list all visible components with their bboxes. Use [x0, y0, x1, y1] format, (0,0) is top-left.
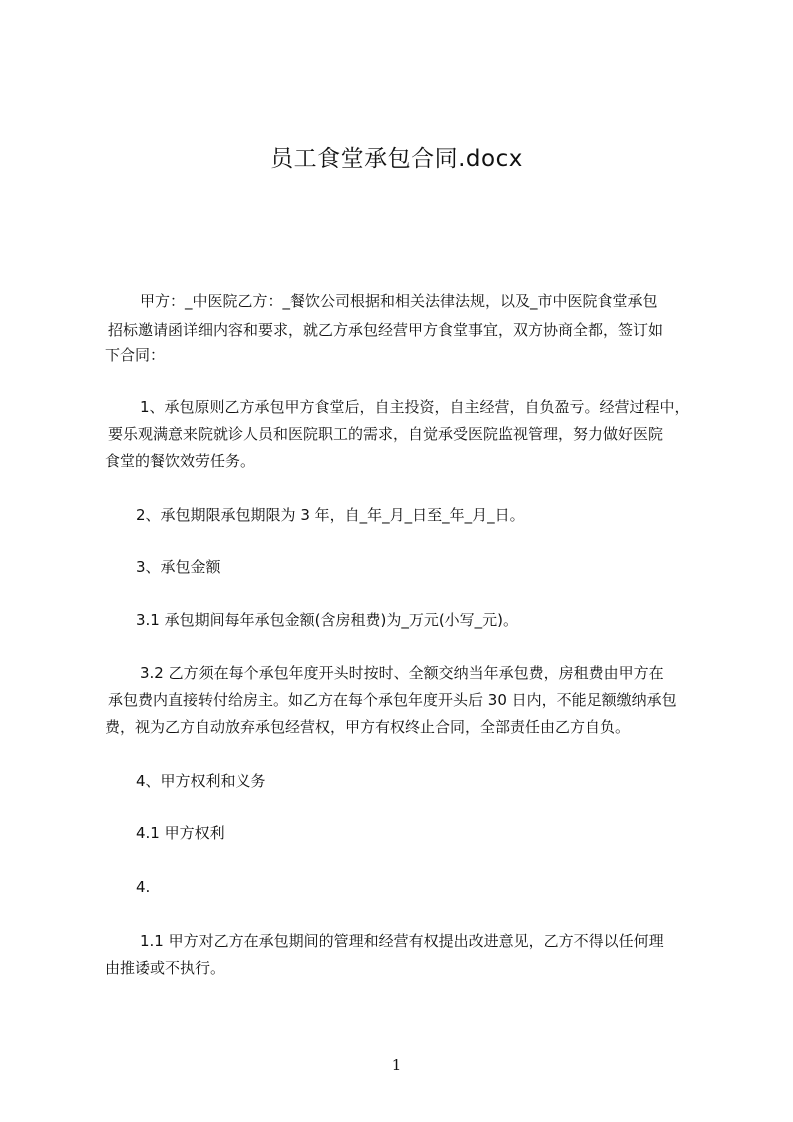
paragraph-line: 费，视为乙方自动放弃承包经营权，甲方有权终止合同，全部责任由乙方自负。 — [105, 718, 631, 736]
paragraph-line: 4. — [136, 878, 151, 896]
paragraph-line: 要乐观满意来院就诊人员和医院职工的需求，自觉承受医院监视管理，努力做好医院 — [108, 425, 664, 443]
paragraph-line: 4、甲方权利和义务 — [136, 772, 266, 790]
paragraph-line: 3.2 乙方须在每个承包年度开头时按时、全额交纳当年承包费，房租费由甲方在 — [140, 664, 664, 682]
paragraph-line: 2、承包期限承包期限为 3 年，自_年_月_日至_年_月_日。 — [136, 506, 525, 524]
paragraph-line: 3、承包金额 — [136, 558, 221, 576]
page-number: 1 — [391, 1056, 402, 1074]
paragraph-line: 1.1 甲方对乙方在承包期间的管理和经营有权提出改进意见，乙方不得以任何理 — [140, 932, 664, 950]
paragraph-line: 甲方：_中医院乙方：_餐饮公司根据和相关法律法规，以及_市中医院食堂承包 — [140, 292, 658, 310]
paragraph-line: 4.1 甲方权利 — [136, 824, 225, 842]
paragraph-line: 下合同： — [105, 346, 166, 364]
paragraph-line: 3.1 承包期间每年承包金额(含房租费)为_万元(小写_元)。 — [136, 611, 519, 629]
paragraph-line: 1、承包原则乙方承包甲方食堂后，自主投资，自主经营，自负盈亏。经营过程中， — [140, 398, 690, 416]
paragraph-line: 承包费内直接转付给房主。如乙方在每个承包年度开头后 30 日内，不能足额缴纳承包 — [108, 691, 677, 709]
paragraph-line: 由推诿或不执行。 — [105, 959, 226, 977]
paragraph-line: 招标邀请函详细内容和要求，就乙方承包经营甲方食堂事宜，双方协商全都，签订如 — [108, 321, 664, 339]
paragraph-line: 食堂的餐饮效劳任务。 — [105, 452, 256, 470]
document-title: 员工食堂承包合同.docx — [270, 146, 523, 172]
